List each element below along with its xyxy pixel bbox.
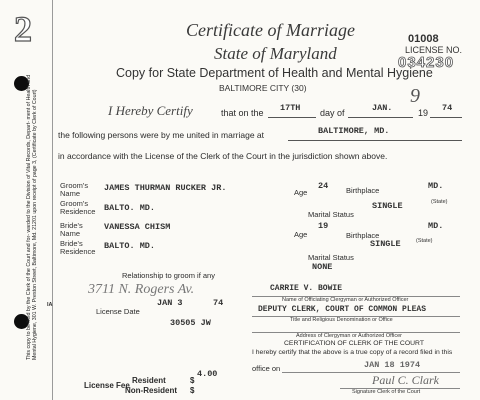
license-fee-label: License Fee	[84, 381, 130, 390]
license-no-label: LICENSE NO.	[405, 45, 463, 55]
signature-label: Signature Clerk of the Court	[352, 389, 421, 395]
bride-age-label: Age	[294, 230, 308, 239]
clerk-cert-heading: CERTIFICATION OF CLERK OF THE COURT	[284, 340, 424, 347]
groom-birthplace-label: Birthplace	[346, 186, 380, 195]
groom-name-value: JAMES THURMAN RUCKER JR.	[104, 183, 227, 193]
bride-residence-value: BALTO. MD.	[104, 241, 156, 251]
year-line	[430, 117, 462, 118]
groom-age-label: Age	[294, 188, 308, 197]
stub-instructions: This copy to be held by the Clerk of the Court and for- warded to the Division of Vital Records, Depart- ment of Health and Mental Hygiene, 301 W. Preston Street, Baltimore, Md. 21201 upon receipt of page 3, (Certificate by Clerk of Court)	[26, 74, 39, 360]
city-label: BALTIMORE CITY (30)	[219, 83, 307, 93]
officiant-name-label: Name of Officiating Clergyman or Authorized Officer	[282, 297, 409, 303]
groom-name-label: Groom's Name	[60, 181, 89, 198]
bride-state-note: (State)	[416, 238, 433, 244]
resident-dollar: $	[190, 376, 195, 385]
bride-name-label: Bride's Name	[60, 221, 83, 238]
year-prefix: 19	[418, 108, 429, 118]
officiant-address-label: Address of Clergyman or Authorized Officer	[296, 333, 402, 339]
license-date-label: License Date	[96, 307, 140, 316]
clerk-cert-text: I hereby certify that the above is a true copy of a record filed in this	[252, 349, 453, 356]
state-title: State of Maryland	[214, 44, 337, 63]
month-line	[348, 117, 413, 118]
united-in-marriage-text: the following persons were by me united in marriage at	[58, 130, 264, 140]
groom-marital-label: Marital Status	[308, 210, 354, 219]
that-on-the-label: that on the	[221, 108, 264, 118]
groom-birthplace-value: MD.	[428, 181, 444, 191]
stub-divider	[52, 0, 53, 400]
bride-age-value: 19	[318, 221, 329, 231]
relationship-value: NONE	[312, 262, 333, 272]
groom-state-note: (State)	[431, 199, 448, 205]
stub-side-mark: IA	[47, 302, 53, 308]
groom-age-value: 24	[318, 181, 329, 191]
bride-residence-label: Bride's Residence	[60, 239, 96, 256]
license-code: 30505 JW	[170, 318, 211, 328]
license-date-year: 74	[213, 298, 224, 308]
license-statement: in accordance with the License of the Clerk of the Court in the jurisdiction shown above.	[58, 151, 388, 161]
groom-residence-label: Groom's Residence	[60, 199, 96, 216]
bride-name-value: VANESSA CHISM	[104, 222, 171, 232]
license-number: 034230	[398, 54, 455, 71]
handwritten-mark: 9	[410, 85, 420, 107]
year-value: 74	[442, 103, 453, 113]
day-value: 17TH	[280, 103, 301, 113]
non-resident-dollar: $	[190, 386, 195, 395]
i-hereby-certify: I Hereby Certify	[108, 103, 193, 118]
handwritten-address: 3711 N. Rogers Av.	[88, 282, 195, 297]
stub-number: 2	[14, 9, 32, 49]
office-on-label: office on	[252, 364, 281, 373]
day-of-label: day of	[320, 108, 345, 118]
filed-date-stamp: JAN 18 1974	[364, 360, 421, 370]
day-line	[268, 117, 316, 118]
bride-birthplace-value: MD.	[428, 221, 444, 231]
groom-residence-value: BALTO. MD.	[104, 203, 156, 213]
certificate-title: Certificate of Marriage	[186, 20, 355, 40]
bride-birthplace-label: Birthplace	[346, 231, 380, 240]
relationship-label: Relationship to groom if any	[122, 271, 215, 280]
groom-marital-value: SINGLE	[372, 201, 403, 211]
copy-for-heading: Copy for State Department of Health and Mental Hygiene	[116, 66, 433, 80]
marriage-place-value: BALTIMORE, MD.	[318, 126, 390, 136]
form-number: 01008	[408, 33, 439, 45]
officiant-title-value: DEPUTY CLERK, COURT OF COMMON PLEAS	[258, 305, 427, 314]
resident-label: Resident	[132, 376, 166, 385]
bride-marital-value: SINGLE	[370, 239, 401, 249]
officiant-title-label: Title and Religious Denomination or Office	[290, 317, 393, 323]
officiant-name-value: CARRIE V. BOWIE	[270, 284, 343, 293]
bride-marital-label: Marital Status	[308, 253, 354, 262]
month-value: JAN.	[372, 103, 393, 113]
clerk-signature: Paul C. Clark	[372, 373, 440, 387]
resident-fee-value: 4.00	[197, 369, 218, 379]
place-line	[288, 140, 462, 141]
license-date-value: JAN 3	[157, 298, 183, 308]
non-resident-label: Non-Resident	[125, 386, 177, 395]
